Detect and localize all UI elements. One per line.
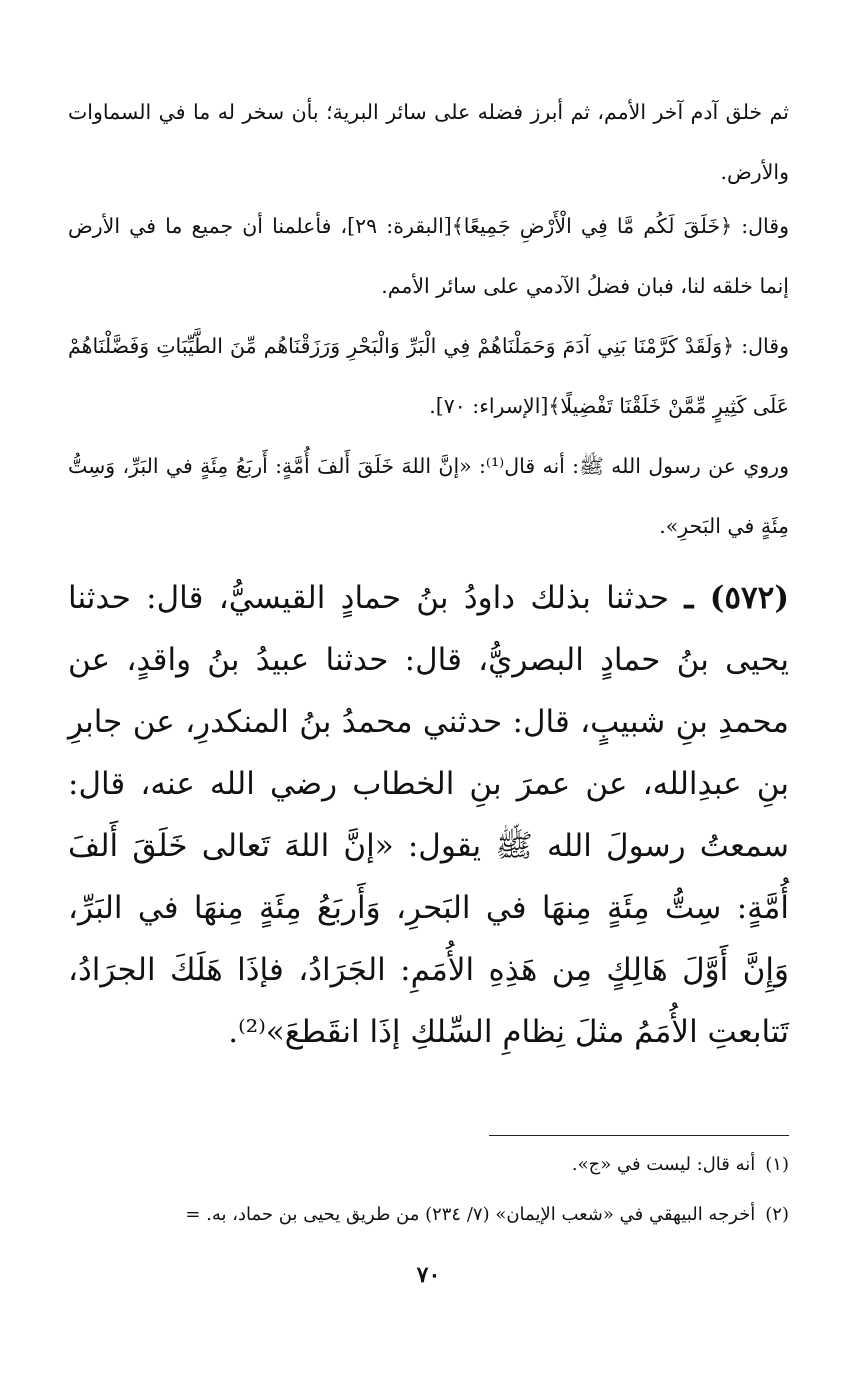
footnote-separator xyxy=(489,1135,789,1136)
page-number: ٧٠ xyxy=(416,1262,441,1288)
paragraph-2: وقال: ﴿خَلَقَ لَكُم مَّا فِي الْأَرْضِ جَمِيعًا﴾[البقرة: ٢٩]، فأعلمنا أن جميع ما في الأرض إنما خلقه لنا، فبان فضلُ الآدمي على سائر الأمم. xyxy=(68,214,789,298)
footnote-number: (٢) xyxy=(765,1204,789,1225)
paragraph-4: وروي عن رسول الله ﷺ: أنه قال⁽¹⁾: «إنَّ اللهَ خَلَقَ أَلفَ أُمَّةٍ: أَربَعُ مِئَةٍ في البَرِّ، وَسِتُّ مِئَةٍ في البَحرِ». xyxy=(68,454,789,538)
footnote-1 xyxy=(68,1150,789,1180)
hadith-number: (٥٧٢) ـ xyxy=(684,580,789,616)
book-page xyxy=(68,0,789,1388)
footnote-number: (١) xyxy=(765,1154,789,1175)
hadith-text: حدثنا بذلك داودُ بنُ حمادٍ القيسيُّ، قال: حدثنا يحيى بنُ حمادٍ البصريُّ، قال: حدثنا عبيدُ بنُ واقدٍ، عن محمدِ بنِ شبيبٍ، قال: حدثني محمدُ بنُ المنكدرِ، عن جابرِ بنِ عبدِالله، عن عمرَ بنِ الخطاب رضي الله عنه، قال: سمعتُ رسولَ الله ﷺ يقول: «إنَّ اللهَ تَعالى خَلَقَ أَلفَ أُمَّةٍ: سِتُّ مِئَةٍ مِنهَا في البَحرِ، وَأَربَعُ مِئَةٍ مِنهَا في البَرِّ، وَإِنَّ أَوَّلَ هَالِكٍ مِن هَذِهِ الأُمَمِ: الجَرَادُ، فإذَا هَلَكَ الجرَادُ، تَتابعتِ الأُمَمُ مثلَ نِظامِ السِّلكِ إذَا انقَطعَ»⁽²⁾. xyxy=(68,580,789,1050)
hadith-paragraph xyxy=(68,567,789,1063)
footnote-text: أنه قال: ليست في «ج». xyxy=(571,1154,756,1175)
paragraph-3: وقال: ﴿وَلَقَدْ كَرَّمْنَا بَنِي آدَمَ وَحَمَلْنَاهُمْ فِي الْبَرِّ وَالْبَحْرِ وَرَزَقْنَاهُم مِّنَ الطَّيِّبَاتِ وَفَضَّلْنَاهُمْ عَلَى كَثِيرٍ مِّمَّنْ خَلَقْنَا تَفْضِيلًا﴾[الإسراء: ٧٠]. xyxy=(68,334,789,418)
footnote-2 xyxy=(68,1200,789,1230)
footnote-text: أخرجه البيهقي في «شعب الإيمان» (٧/ ٢٣٤) من طريق يحيى بن حماد، به. = xyxy=(185,1204,756,1225)
paragraph-1: ثم خلق آدم آخر الأمم، ثم أبرز فضله على سائر البرية؛ بأن سخر له ما في السماوات والأرض. xyxy=(68,100,789,184)
